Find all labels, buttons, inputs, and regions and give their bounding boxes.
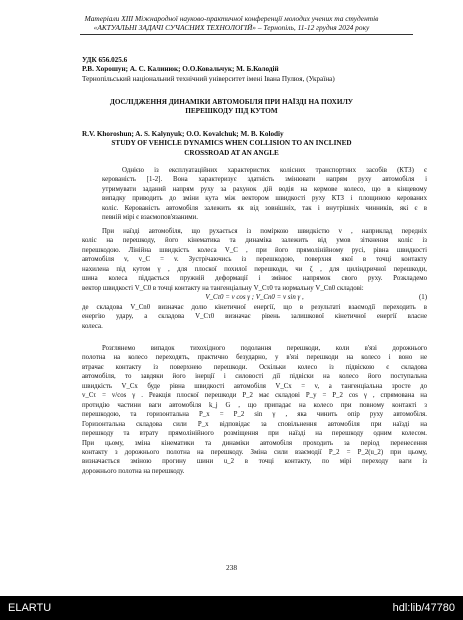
paragraph-line: нахилена під кутом γ , для плоскої похилої перешкоди, чи ζ , для циліндричної перешкоди, — [82, 265, 427, 273]
authors-en: R.V. Khoroshun; A. S. Kalynyuk; O.O. Kovalchuk; M. B. Kolodiy — [82, 130, 284, 138]
paragraph-line: Розглянемо випадок тихохідного подолання перешкоди, коли в'язі дорожнього — [102, 345, 427, 352]
paragraph-line: перешкодою, та горизонтальна P_x = P_2 sin γ , яка чинить опір руху автомобіля. — [82, 411, 427, 419]
paragraph-line: шина колеса піддається пружній деформації і змінює напрямок свого руху. Розкладемо — [82, 275, 427, 283]
conference-header-line-2: «АКТУАЛЬНІ ЗАДАЧІ СУЧАСНИХ ТЕХНОЛОГІЙ» – Тернопіль, 11-12 грудня 2024 року — [93, 23, 370, 32]
conference-header-line-1: Матеріали XIII Міжнародної науково-практичної конференції молодих учених та студентів — [84, 14, 379, 23]
equation-1-body: V_Cτ0 = v cos γ ; V_Cn0 = v sin γ , — [205, 294, 304, 301]
paragraph-line: автомобіля v, v_C = v. Зустрічаючись із перешкодою, поверхня якої в точці контакту — [82, 256, 427, 264]
paragraph-line: коліс. Керованість автомобіля залежить як від зовнішніх, так і внутрішніх чинників, які є в — [102, 204, 427, 212]
handle-link[interactable]: hdl:lib/47780 — [392, 602, 455, 614]
title-ua-line-2: ПЕРЕШКОДУ ПІД КУТОМ — [185, 107, 278, 115]
page-number: 238 — [225, 563, 238, 572]
authors-ua: Р.В. Хорошун; А. С. Калинюк; О.О.Ковальчук; М. Б.Колодій — [82, 65, 279, 73]
paragraph-line: керованість [1-2]. Вона характеризує здатність змінювати напрям руху автомобіля і — [102, 176, 427, 184]
paragraph-line: певній мірі є взаємопов'язаними. — [102, 214, 198, 222]
paragraph-line: контакту з дорожнього полотна на перешкоду. Зміна сили взаємодії P_2 = P_2(u_2) при цьому, — [82, 448, 427, 456]
paragraph-line: полотна на колесо переходять, практично безударно, у в'язі перешкоди на колесо і воно не — [82, 354, 427, 362]
paragraph-line: v_Cτ = v/cos γ . Реакція плоскої перешкоди P_2 має складові P_y = P_2 cos γ , спрямована на — [82, 392, 427, 400]
paragraph-line: Однією із експлуатаційних характеристик колісних транспортних засобів (КТЗ) є — [122, 167, 427, 174]
paragraph-intro — [82, 166, 427, 223]
affiliation: Тернопільський національний технічний університет імені Івана Пулюя, (Україна) — [82, 75, 335, 83]
paragraph-line: автомобіля, то завдяки його інерції і силовості дії підвіски на колесо його поступальна — [82, 373, 427, 381]
title-en-line-2: CROSSROAD AT AN ANGLE — [184, 149, 279, 157]
paragraph-line: При наїзді автомобіля, що рухається із поміркою швидкістю v , наприклад передніх — [102, 228, 427, 235]
paragraph-line: енергію удару, а складова V_Cτ0 визначає рівень залишкової кінетичної енергії власне — [82, 313, 427, 321]
equation-1-number: (1) — [418, 294, 427, 301]
repository-footer-bar — [0, 596, 463, 620]
paragraph-line: визначається зміною прогину шини u_2 в точці контакту, по мірі переходу ваги із — [82, 458, 427, 466]
header-rule — [80, 34, 413, 35]
paragraph-energy — [82, 303, 427, 331]
paragraph-line: перешкодою. Лінійна швидкість колеса V_C , при його прямолінійному русі, рівна швидкості — [82, 246, 427, 254]
paragraph-line: швидкість V_Cx буде рівна швидкості автомобіля V_Cx = v, а тангенціальна зросте до — [82, 382, 427, 390]
paragraph-line: дорожнього полотна на перешкоду. — [82, 467, 185, 475]
paragraph-line: випадку приводить до зміни кута між вектором швидкості руху КТЗ і площиною керованих — [102, 195, 427, 203]
udc-code: УДК 656.025.6 — [82, 56, 128, 64]
title-ua-line-1: ДОСЛІДЖЕННЯ ДИНАМІКИ АВТОМОБІЛЯ ПРИ НАЇЗДІ НА ПОХИЛУ — [109, 98, 354, 106]
paragraph-line: утримувати заданий напрям руху за рахунок дій водія на кермове колесо, що в кінцевому — [102, 185, 427, 193]
repository-name: ELARTU — [8, 602, 52, 614]
paragraph-line: протидію частини ваги автомобіля k_j G , що припадає на колесо при повному контакті з — [82, 401, 427, 409]
paragraph-line: коліс на перешкоду, його кінематика та динаміка залежить від умов зіткнення коліс із — [82, 237, 427, 245]
paragraph-line: втрачає контакту із поверхнею перешкоди. Оскільки колесо із підвіскою є складова — [82, 363, 427, 371]
paragraph-line: колеса. — [82, 322, 103, 330]
paragraph-line: вектор швидкості V_C0 в точці контакту на тангенціальну V_Cτ0 та нормальну V_Cn0 складові: — [82, 284, 364, 292]
equation-1 — [82, 293, 427, 303]
title-en-line-1: STUDY OF VEHICLE DYNAMICS WHEN COLLISION TO AN INCLINED — [111, 139, 352, 147]
paragraph-line: При цьому, зміна кінематики та динаміки автомобіля проходить за період перенесення — [82, 439, 427, 447]
paragraph-line: Горизонтальна складова сили P_x відповідає за сповільнення автомобіля при наїзді на — [82, 420, 427, 428]
paragraph-impact — [82, 227, 427, 293]
paragraph-line: перешкоду та втрату прямолінійного розміщення при наїзді на перешкоду одним колесом. — [82, 430, 427, 438]
paragraph-line: де складова V_Cn0 визначає долю кінетичної енергії, що в результаті взаємодії переходить в — [82, 304, 427, 311]
paragraph-slow-crossing — [82, 344, 427, 476]
